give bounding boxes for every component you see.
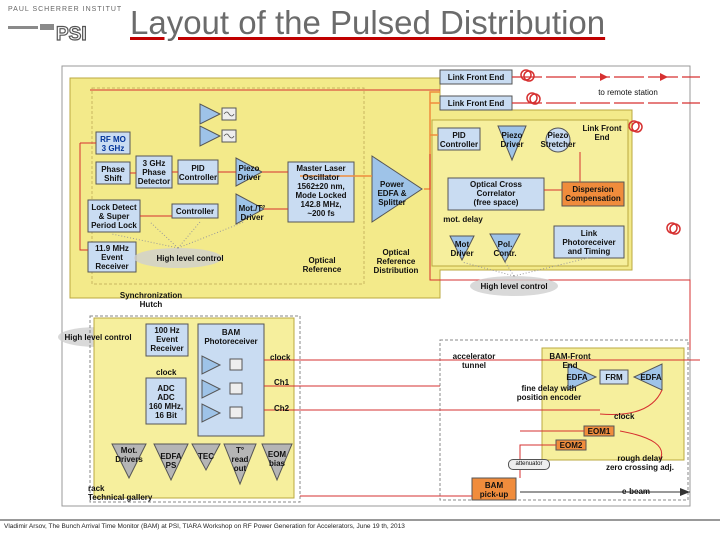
high-level-control-3-label: High level control — [64, 333, 132, 342]
dispersion-comp-label: Dispersion Compensation — [565, 185, 621, 203]
accelerator-tunnel-label: accelerator tunnel — [452, 352, 496, 370]
lock-detect-label: Lock Detect & Super Period Lock — [91, 203, 137, 230]
high-level-control-1-label: High level control — [156, 254, 224, 263]
piezo-stretcher-label: Piezo Stretcher — [540, 131, 576, 149]
sync-hutch-label: Synchronization Hutch — [119, 291, 183, 309]
bam-pickup-label: BAM pick-up — [479, 481, 509, 499]
link-photoreceiver-label: Link Photoreceiver and Timing — [562, 229, 616, 256]
mot-delay-label: mot. delay — [443, 215, 483, 224]
high-level-control-2-label: High level control — [480, 282, 548, 291]
clock-a-label: clock — [270, 353, 291, 362]
mot-drivers-label: Mot. Drivers — [115, 446, 143, 464]
e-beam-label: e-beam — [622, 487, 651, 496]
link-front-end-1-label: Link Front End — [447, 73, 505, 82]
attenuator-label: attenuator — [508, 459, 550, 470]
to-remote-station-label: to remote station — [598, 88, 658, 97]
institute-name: PAUL SCHERRER INSTITUT — [8, 6, 123, 13]
piezo-driver-1-label: Piezo Driver — [237, 164, 261, 182]
master-laser-label: Master Laser Oscillator 1562±20 nm, Mode Locked 142.8 MHz, ~200 fs — [295, 164, 347, 218]
mot-t-driver-label: Mot./T° Driver — [238, 204, 266, 222]
event-receiver-2-label: 100 Hz Event Receiver — [150, 326, 184, 353]
frm-label: FRM — [605, 373, 623, 382]
svg-text:PSI: PSI — [56, 24, 87, 44]
clock-b-label: clock — [156, 368, 177, 377]
phase-shift-label: Phase Shift — [101, 165, 125, 183]
edfa-2-label: EDFA — [640, 373, 662, 382]
fine-delay-label: fine delay with position encoder — [516, 384, 582, 402]
bam-photoreceiver-label: BAM Photoreceiver — [204, 328, 258, 346]
page-title: Layout of the Pulsed Distribution — [130, 4, 606, 41]
eom1-label: EOM1 — [587, 427, 611, 436]
tec-label: TEC — [198, 452, 214, 461]
eom2-label: EOM2 — [559, 441, 583, 450]
footer-citation: Vladimir Arsov, The Bunch Arrival Time Monitor (BAM) at PSI, TIARA Workshop on RF Power Generation for Accelerators, June 19 th, 2013 — [4, 523, 405, 530]
edfa-1-label: EDFA — [566, 373, 588, 382]
rough-delay-label: rough delay zero crossing adj. — [605, 454, 675, 472]
pid-controller-2-label: PID Controller — [439, 131, 479, 149]
tunnel-clock-label: clock — [614, 412, 635, 421]
power-edfa-label: Power EDFA & Splitter — [377, 180, 407, 207]
link-front-end-2-label: Link Front End — [447, 99, 505, 108]
ch1-label: Ch1 — [274, 378, 290, 387]
pid-controller-1-label: PID Controller — [178, 164, 218, 182]
rf-mo-label: RF MO 3 GHz — [100, 135, 126, 153]
link-front-end-3-label: Link Front End — [582, 124, 622, 142]
controller-label: Controller — [175, 207, 215, 216]
cross-correlator-label: Optical Cross Correlator (free space) — [469, 180, 522, 207]
t-read-out-label: T° read out — [231, 446, 249, 473]
optical-ref-dist-label: Optical Reference Distribution — [373, 248, 419, 275]
piezo-driver-2-label: Piezo Driver — [500, 131, 524, 149]
optical-reference-label: Optical Reference — [302, 256, 342, 274]
mot-driver-label: Mot Driver — [450, 240, 474, 258]
phase-detector-label: 3 GHz Phase Detector — [137, 159, 171, 186]
ch2-label: Ch2 — [274, 404, 290, 413]
eom-bias-label: EOM bias — [267, 450, 287, 468]
event-receiver-1-label: 11.9 MHz Event Receiver — [95, 244, 129, 271]
adc-label: ADC ADC 160 MHz, 16 Bit — [148, 384, 184, 420]
bam-front-end-label: BAM-Front End — [549, 352, 591, 370]
rack-location-label: rack Technical gallery — [88, 484, 153, 502]
pol-contr-label: Pol. Contr. — [493, 240, 517, 258]
edfa-ps-label: EDFA PS — [160, 452, 182, 470]
